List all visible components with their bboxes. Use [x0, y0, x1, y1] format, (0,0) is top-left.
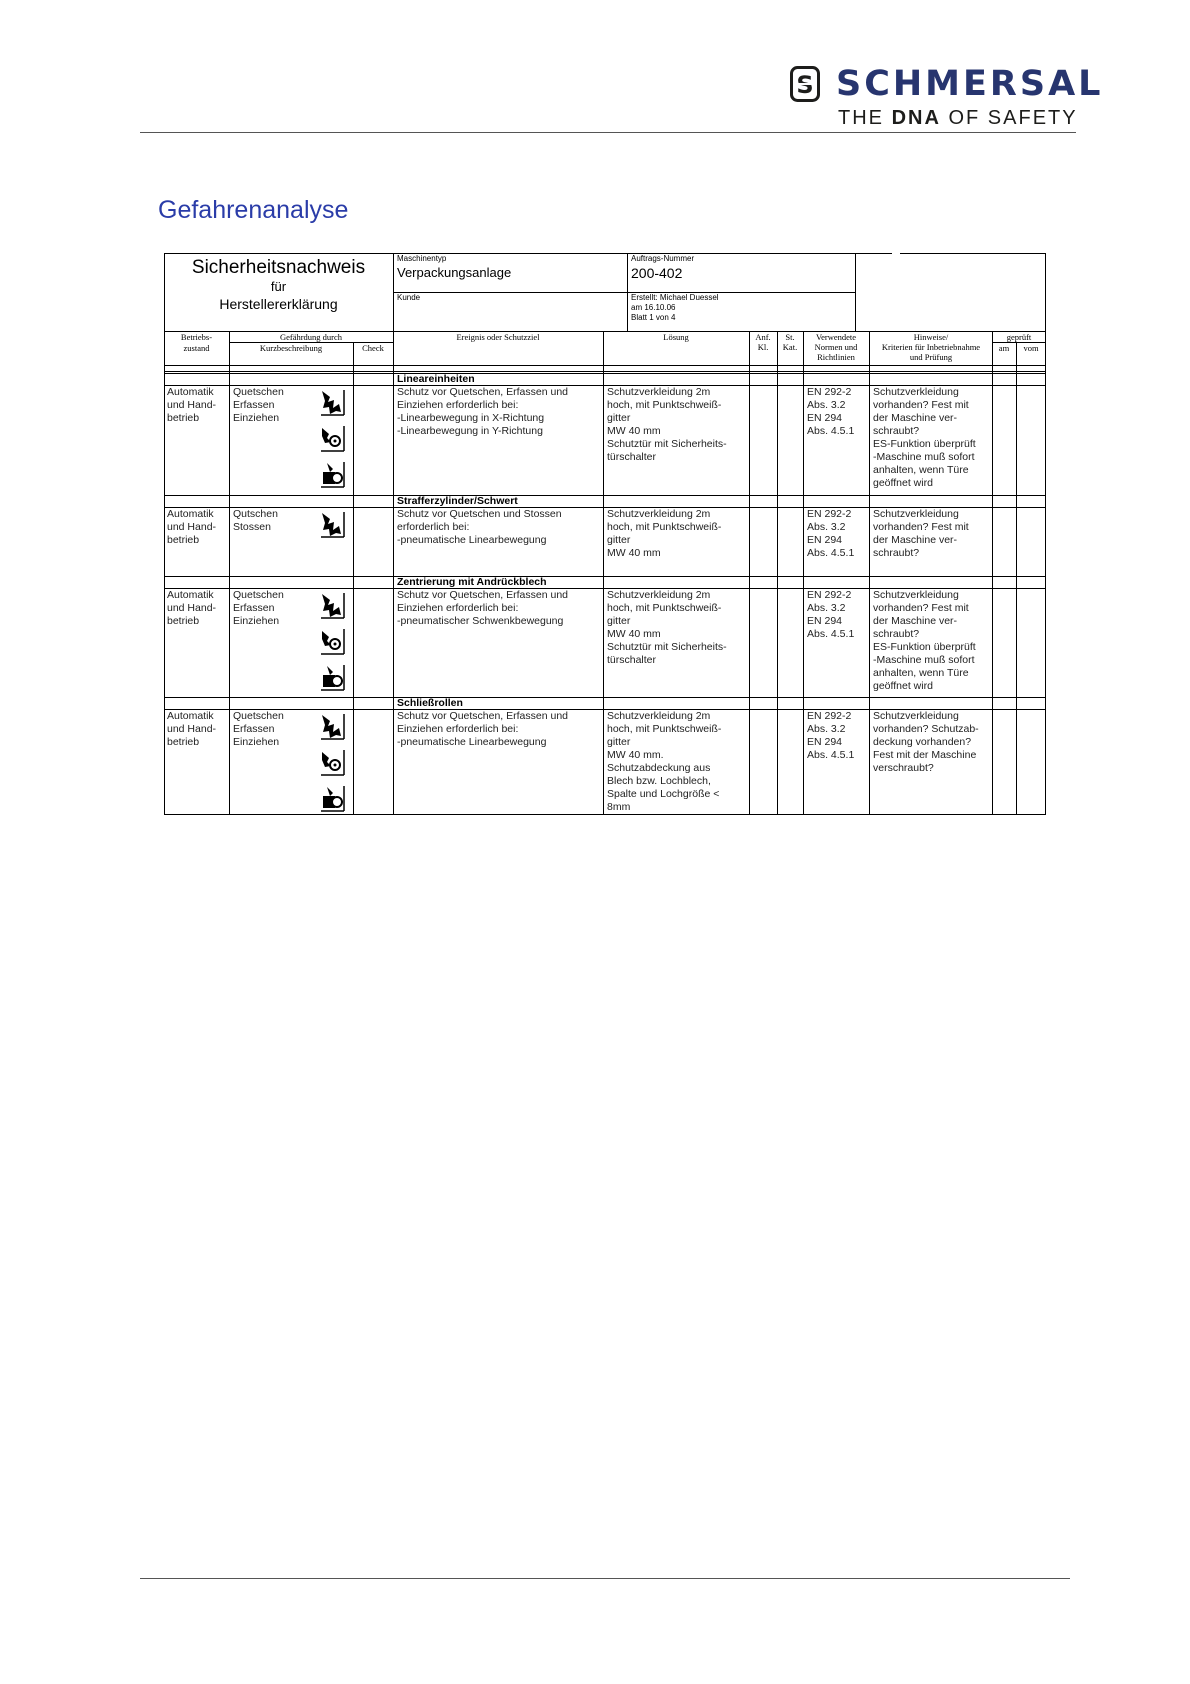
event-line: Schutz vor Quetschen, Erfassen und — [397, 386, 569, 398]
solution-line: gitter — [607, 736, 631, 748]
hazard-line: Einziehen — [233, 615, 280, 627]
crushing-hazard-icon — [319, 510, 345, 538]
section-title: Lineareinheiten — [397, 373, 475, 385]
entanglement-hazard-icon — [319, 627, 345, 655]
col-req-l2: Kl. — [757, 342, 769, 352]
standard-line: Abs. 4.5.1 — [807, 425, 855, 437]
state-line: Automatik — [167, 508, 214, 520]
standard-line: EN 294 — [807, 615, 843, 627]
form-top-border-left — [164, 253, 892, 254]
hazard-line: Quetschen — [233, 710, 284, 722]
entanglement-hazard-icon — [319, 627, 345, 655]
section-title: Zentrierung mit Andrückblech — [397, 576, 547, 588]
solution-line: 8mm — [607, 801, 631, 813]
col-notes-l2: Kriterien für Inbetriebnahme — [881, 342, 981, 352]
column-line — [229, 331, 230, 815]
solution-line: hoch, mit Punktschweiß- — [607, 723, 722, 735]
col-solution: Lösung — [663, 332, 689, 342]
entanglement-hazard-icon — [319, 748, 345, 776]
column-line — [393, 331, 394, 815]
event-line: Schutz vor Quetschen, Erfassen und — [397, 589, 569, 601]
standard-line: Abs. 3.2 — [807, 602, 846, 614]
standard-line: Abs. 4.5.1 — [807, 547, 855, 559]
solution-line: Blech bzw. Lochblech, — [607, 775, 711, 787]
event-line: Einziehen erforderlich bei: — [397, 602, 519, 614]
notes-line: der Maschine ver- — [873, 534, 958, 546]
tagline-pre: THE — [838, 107, 892, 129]
col-check: Check — [362, 343, 384, 353]
section-top-line — [164, 576, 1046, 577]
event-line: Schutz vor Quetschen, Erfassen und — [397, 710, 569, 722]
state-line: und Hand- — [167, 521, 217, 533]
solution-line: gitter — [607, 615, 631, 627]
column-line — [992, 331, 993, 815]
hazard-line: Einziehen — [233, 412, 280, 424]
state-line: betrieb — [167, 412, 200, 424]
notes-line: vorhanden? Schutzab- — [873, 723, 979, 735]
event-line: -Linearbewegung in X-Richtung — [397, 412, 545, 424]
section-title: Strafferzylinder/Schwert — [397, 495, 518, 507]
crushing-hazard-icon — [319, 712, 345, 740]
hazard-line: Erfassen — [233, 723, 275, 735]
form-title-3: Herstellererklärung — [219, 296, 338, 312]
col-notes-l1: Hinweise/ — [913, 332, 949, 342]
col-checked-by: vom — [1023, 343, 1039, 353]
notes-line: geöffnet wird — [873, 477, 933, 489]
hazard-line: Quetschen — [233, 589, 284, 601]
solution-line: Schutzabdeckung aus — [607, 762, 711, 774]
event-line: Schutz vor Quetschen und Stossen — [397, 508, 562, 520]
solution-line: MW 40 mm — [607, 547, 661, 559]
event-line: Einziehen erforderlich bei: — [397, 399, 519, 411]
solution-line: MW 40 mm — [607, 628, 661, 640]
brand-name: SCHMERSAL — [836, 64, 1104, 104]
created-on: am 16.10.06 — [631, 303, 676, 312]
page-title: Gefahrenanalyse — [158, 196, 349, 224]
event-line: Einziehen erforderlich bei: — [397, 723, 519, 735]
standard-line: Abs. 3.2 — [807, 399, 846, 411]
standard-line: EN 294 — [807, 736, 843, 748]
entanglement-hazard-icon — [319, 748, 345, 776]
solution-line: Schutzverkleidung 2m — [607, 710, 711, 722]
state-line: und Hand- — [167, 723, 217, 735]
solution-line: hoch, mit Punktschweiß- — [607, 399, 722, 411]
solution-line: Schutzverkleidung 2m — [607, 589, 711, 601]
hazard-line: Einziehen — [233, 736, 280, 748]
standard-line: EN 292-2 — [807, 386, 852, 398]
drawing-in-hazard-icon — [319, 460, 345, 488]
col-hazard-group: Gefährdung durch — [279, 332, 343, 342]
solution-line: türschalter — [607, 654, 657, 666]
notes-line: ES-Funktion überprüft — [873, 438, 976, 450]
solution-line: gitter — [607, 534, 631, 546]
standard-line: Abs. 4.5.1 — [807, 628, 855, 640]
drawing-in-hazard-icon — [319, 663, 345, 691]
hazard-analysis-form — [164, 253, 1044, 815]
event-line: -Linearbewegung in Y-Richtung — [397, 425, 543, 437]
hazard-line: Erfassen — [233, 399, 275, 411]
solution-line: MW 40 mm — [607, 425, 661, 437]
form-title-2: für — [270, 279, 287, 294]
state-line: Automatik — [167, 710, 214, 722]
column-line — [353, 342, 354, 815]
customer-label: Kunde — [397, 293, 421, 302]
crushing-hazard-icon — [319, 388, 345, 416]
notes-line: schraubt? — [873, 628, 920, 640]
standard-line: Abs. 4.5.1 — [807, 749, 855, 761]
notes-line: verschraubt? — [873, 762, 934, 774]
notes-line: schraubt? — [873, 547, 920, 559]
col-std-l1: Verwendete — [815, 332, 857, 342]
notes-line: vorhanden? Fest mit — [873, 602, 969, 614]
column-header-bottom — [164, 365, 1046, 366]
footer-rule — [140, 1578, 1070, 1579]
col-checked: geprüft — [1006, 332, 1032, 342]
hazard-line: Qutschen — [233, 508, 278, 520]
state-line: betrieb — [167, 534, 200, 546]
notes-line: der Maschine ver- — [873, 615, 958, 627]
standard-line: Abs. 3.2 — [807, 521, 846, 533]
col-short-desc: Kurzbeschreibung — [259, 343, 323, 353]
column-line — [777, 331, 778, 815]
col-std-l3: Richtlinien — [817, 352, 855, 362]
notes-line: Schutzverkleidung — [873, 386, 959, 398]
tagline-bold: DNA — [891, 107, 941, 129]
section-top-line — [164, 495, 1046, 496]
state-line: betrieb — [167, 736, 200, 748]
event-line: -pneumatische Linearbewegung — [397, 736, 547, 748]
solution-line: MW 40 mm. — [607, 749, 664, 761]
svg-text:S: S — [796, 71, 814, 99]
notes-line: anhalten, wenn Türe — [873, 464, 969, 476]
solution-line: Schutzverkleidung 2m — [607, 386, 711, 398]
notes-line: schraubt? — [873, 425, 920, 437]
order-value: 200-402 — [631, 265, 683, 281]
column-line — [869, 331, 870, 815]
column-line — [603, 331, 604, 815]
column-line — [749, 331, 750, 815]
notes-line: ES-Funktion überprüft — [873, 641, 976, 653]
column-header-bottom-2 — [164, 371, 1046, 372]
col-req-l1: Anf. — [755, 332, 771, 342]
solution-line: türschalter — [607, 451, 657, 463]
tagline-post: OF SAFETY — [940, 107, 1078, 129]
crushing-hazard-icon — [319, 591, 345, 619]
header-mid-line — [393, 292, 855, 293]
standard-line: EN 294 — [807, 534, 843, 546]
form-top-border-far — [900, 253, 1046, 254]
schmersal-s-icon — [790, 66, 820, 102]
solution-line: hoch, mit Punktschweiß- — [607, 521, 722, 533]
notes-line: -Maschine muß sofort — [873, 451, 975, 463]
solution-line: Schutztür mit Sicherheits- — [607, 641, 727, 653]
col-event: Ereignis oder Schutzziel — [456, 332, 540, 342]
solution-line: Schutztür mit Sicherheits- — [607, 438, 727, 450]
drawing-in-hazard-icon — [319, 784, 345, 812]
sheet-number: Blatt 1 von 4 — [631, 313, 676, 322]
drawing-in-hazard-icon — [319, 784, 345, 812]
crushing-hazard-icon — [319, 388, 345, 416]
notes-line: anhalten, wenn Türe — [873, 667, 969, 679]
state-line: und Hand- — [167, 399, 217, 411]
brand-tagline — [838, 106, 1078, 130]
machine-type-label: Maschinentyp — [397, 254, 447, 263]
col-state-l2: zustand — [183, 343, 210, 353]
order-label: Auftrags-Nummer — [631, 254, 695, 263]
event-line: -pneumatischer Schwenkbewegung — [397, 615, 564, 627]
standard-line: EN 294 — [807, 412, 843, 424]
form-title-1: Sicherheitsnachweis — [191, 257, 366, 278]
column-line — [1016, 342, 1017, 815]
col-notes-l3: und Prüfung — [909, 352, 953, 362]
col-cat-l2: Kat. — [782, 342, 798, 352]
col-checked-on: am — [998, 343, 1010, 353]
state-line: Automatik — [167, 386, 214, 398]
solution-line: gitter — [607, 412, 631, 424]
crushing-hazard-icon — [319, 712, 345, 740]
hazard-line: Quetschen — [233, 386, 284, 398]
state-line: Automatik — [167, 589, 214, 601]
drawing-in-hazard-icon — [319, 663, 345, 691]
form-bottom-border — [164, 814, 1046, 815]
event-line: -pneumatische Linearbewegung — [397, 534, 547, 546]
standard-line: EN 292-2 — [807, 710, 852, 722]
notes-line: Schutzverkleidung — [873, 508, 959, 520]
schmersal-logo — [790, 64, 1104, 134]
notes-line: geöffnet wird — [873, 680, 933, 692]
hazard-line: Erfassen — [233, 602, 275, 614]
col-state-l1: Betriebs- — [180, 332, 213, 342]
hazard-line: Stossen — [233, 521, 271, 533]
section-top-line — [164, 697, 1046, 698]
event-line: erforderlich bei: — [397, 521, 470, 533]
col-std-l2: Normen und — [814, 342, 858, 352]
notes-line: -Maschine muß sofort — [873, 654, 975, 666]
drawing-in-hazard-icon — [319, 460, 345, 488]
solution-line: hoch, mit Punktschweiß- — [607, 602, 722, 614]
notes-line: Schutzverkleidung — [873, 589, 959, 601]
notes-line: deckung vorhanden? — [873, 736, 972, 748]
entanglement-hazard-icon — [319, 424, 345, 452]
col-cat-l1: St. — [785, 332, 795, 342]
machine-type-value: Verpackungsanlage — [397, 265, 512, 280]
notes-line: Fest mit der Maschine — [873, 749, 977, 761]
entanglement-hazard-icon — [319, 424, 345, 452]
crushing-hazard-icon — [319, 591, 345, 619]
header-rule — [140, 132, 1076, 133]
section-top-line — [164, 373, 1046, 374]
notes-line: vorhanden? Fest mit — [873, 399, 969, 411]
header-divider-3 — [855, 253, 856, 331]
solution-line: Spalte und Lochgröße < — [607, 788, 720, 800]
section-title: Schließrollen — [397, 697, 463, 709]
state-line: betrieb — [167, 615, 200, 627]
solution-line: Schutzverkleidung 2m — [607, 508, 711, 520]
standard-line: Abs. 3.2 — [807, 723, 846, 735]
standard-line: EN 292-2 — [807, 508, 852, 520]
crushing-hazard-icon — [319, 510, 345, 538]
standard-line: EN 292-2 — [807, 589, 852, 601]
created-by: Erstellt: Michael Duessel — [631, 293, 719, 302]
column-line — [803, 331, 804, 815]
notes-line: der Maschine ver- — [873, 412, 958, 424]
notes-line: Schutzverkleidung — [873, 710, 959, 722]
notes-line: vorhanden? Fest mit — [873, 521, 969, 533]
state-line: und Hand- — [167, 602, 217, 614]
